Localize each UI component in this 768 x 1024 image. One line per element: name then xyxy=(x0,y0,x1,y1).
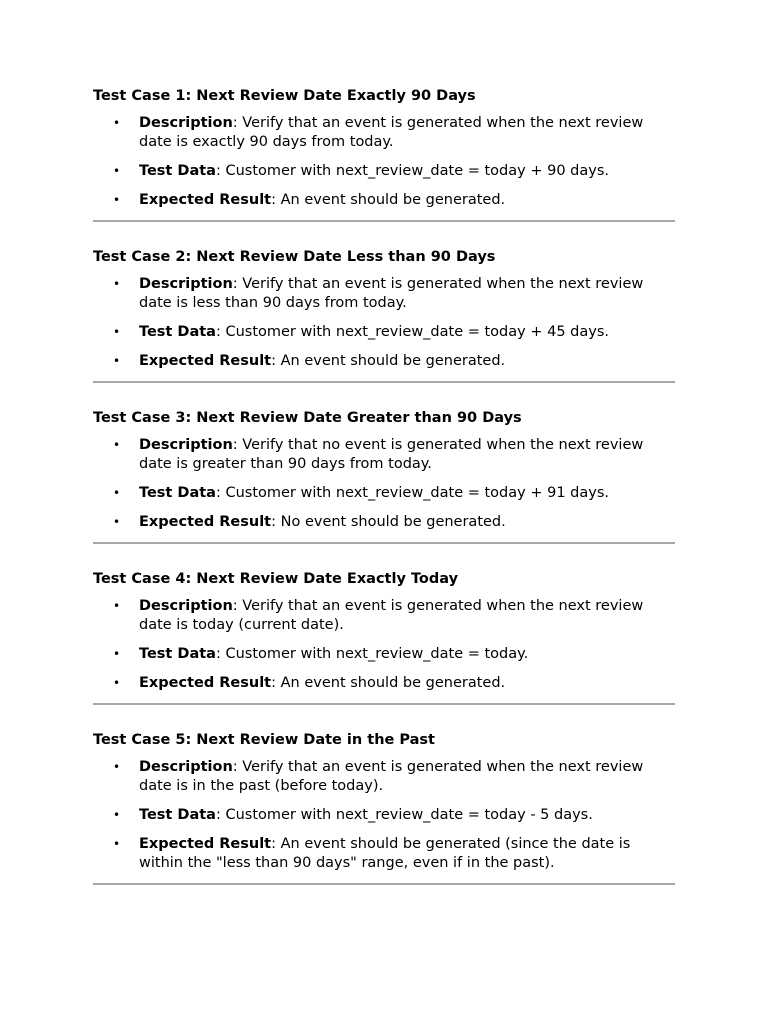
bullet-icon: • xyxy=(113,116,121,130)
description-item xyxy=(93,114,675,152)
expected-result-label: Expected Result xyxy=(139,514,272,530)
expected-result-item xyxy=(93,352,675,371)
test-case-details xyxy=(93,275,675,371)
bullet-icon: • xyxy=(113,760,121,774)
bullet-icon: • xyxy=(113,486,121,500)
test-data-label: Test Data xyxy=(139,163,216,179)
expected-result-text: : An event should be generated. xyxy=(271,192,506,208)
test-case-details xyxy=(93,758,675,873)
bullet-icon: • xyxy=(113,193,121,207)
description-item xyxy=(93,275,675,313)
test-data-text: : Customer with next_review_date = today + 45 days. xyxy=(215,324,609,340)
test-case-4 xyxy=(93,569,675,705)
expected-result-item xyxy=(93,674,675,693)
section-divider xyxy=(93,703,675,705)
bullet-icon: • xyxy=(113,676,121,690)
test-data-text: : Customer with next_review_date = today - 5 days. xyxy=(215,807,593,823)
section-divider xyxy=(93,220,675,222)
bullet-icon: • xyxy=(113,277,121,291)
description-item xyxy=(93,436,675,474)
test-data-item xyxy=(93,323,675,342)
expected-result-label: Expected Result xyxy=(139,192,272,208)
section-divider xyxy=(93,883,675,885)
expected-result-label: Expected Result xyxy=(139,675,272,691)
document-page xyxy=(93,86,675,910)
bullet-icon: • xyxy=(113,325,121,339)
bullet-icon: • xyxy=(113,599,121,613)
description-text: : Verify that an event is generated when the next review date is exactly 90 days from today. xyxy=(139,115,644,150)
test-data-text: : Customer with next_review_date = today + 90 days. xyxy=(215,163,609,179)
test-data-item xyxy=(93,806,675,825)
description-text: : Verify that an event is generated when the next review date is today (current date). xyxy=(139,598,644,633)
description-item xyxy=(93,597,675,635)
description-label: Description xyxy=(139,437,233,453)
description-label: Description xyxy=(139,276,233,292)
test-data-item xyxy=(93,162,675,181)
description-text: : Verify that an event is generated when the next review date is less than 90 days from today. xyxy=(139,276,644,311)
description-label: Description xyxy=(139,598,233,614)
bullet-icon: • xyxy=(113,438,121,452)
test-case-2 xyxy=(93,247,675,383)
bullet-icon: • xyxy=(113,354,121,368)
section-divider xyxy=(93,381,675,383)
bullet-icon: • xyxy=(113,808,121,822)
description-text: : Verify that an event is generated when the next review date is in the past (before today). xyxy=(139,759,644,794)
test-case-title: Test Case 2: Next Review Date Less than 90 Days xyxy=(93,249,496,265)
bullet-icon: • xyxy=(113,837,121,851)
test-case-1 xyxy=(93,86,675,222)
test-data-item xyxy=(93,645,675,664)
description-text: : Verify that no event is generated when the next review date is greater than 90 days from today. xyxy=(139,437,644,472)
test-case-details xyxy=(93,114,675,210)
description-label: Description xyxy=(139,759,233,775)
expected-result-label: Expected Result xyxy=(139,353,272,369)
bullet-icon: • xyxy=(113,515,121,529)
expected-result-item xyxy=(93,513,675,532)
test-case-details xyxy=(93,597,675,693)
expected-result-item xyxy=(93,191,675,210)
test-case-title: Test Case 5: Next Review Date in the Past xyxy=(93,732,435,748)
test-data-text: : Customer with next_review_date = today + 91 days. xyxy=(215,485,609,501)
test-data-text: : Customer with next_review_date = today. xyxy=(215,646,529,662)
test-case-details xyxy=(93,436,675,532)
test-data-item xyxy=(93,484,675,503)
expected-result-label: Expected Result xyxy=(139,836,272,852)
test-case-title: Test Case 1: Next Review Date Exactly 90 Days xyxy=(93,88,476,104)
test-case-title: Test Case 4: Next Review Date Exactly Today xyxy=(93,571,459,587)
expected-result-text: : An event should be generated. xyxy=(271,675,506,691)
expected-result-item xyxy=(93,835,675,873)
test-data-label: Test Data xyxy=(139,324,216,340)
test-data-label: Test Data xyxy=(139,485,216,501)
expected-result-text: : An event should be generated (since the date is within the "less than 90 days" range, even if in the past). xyxy=(139,836,631,871)
bullet-icon: • xyxy=(113,164,121,178)
description-label: Description xyxy=(139,115,233,131)
test-case-5 xyxy=(93,730,675,885)
expected-result-text: : An event should be generated. xyxy=(271,353,506,369)
test-case-title: Test Case 3: Next Review Date Greater than 90 Days xyxy=(93,410,522,426)
description-item xyxy=(93,758,675,796)
test-case-3 xyxy=(93,408,675,544)
bullet-icon: • xyxy=(113,647,121,661)
test-data-label: Test Data xyxy=(139,807,216,823)
test-data-label: Test Data xyxy=(139,646,216,662)
section-divider xyxy=(93,542,675,544)
expected-result-text: : No event should be generated. xyxy=(271,514,506,530)
